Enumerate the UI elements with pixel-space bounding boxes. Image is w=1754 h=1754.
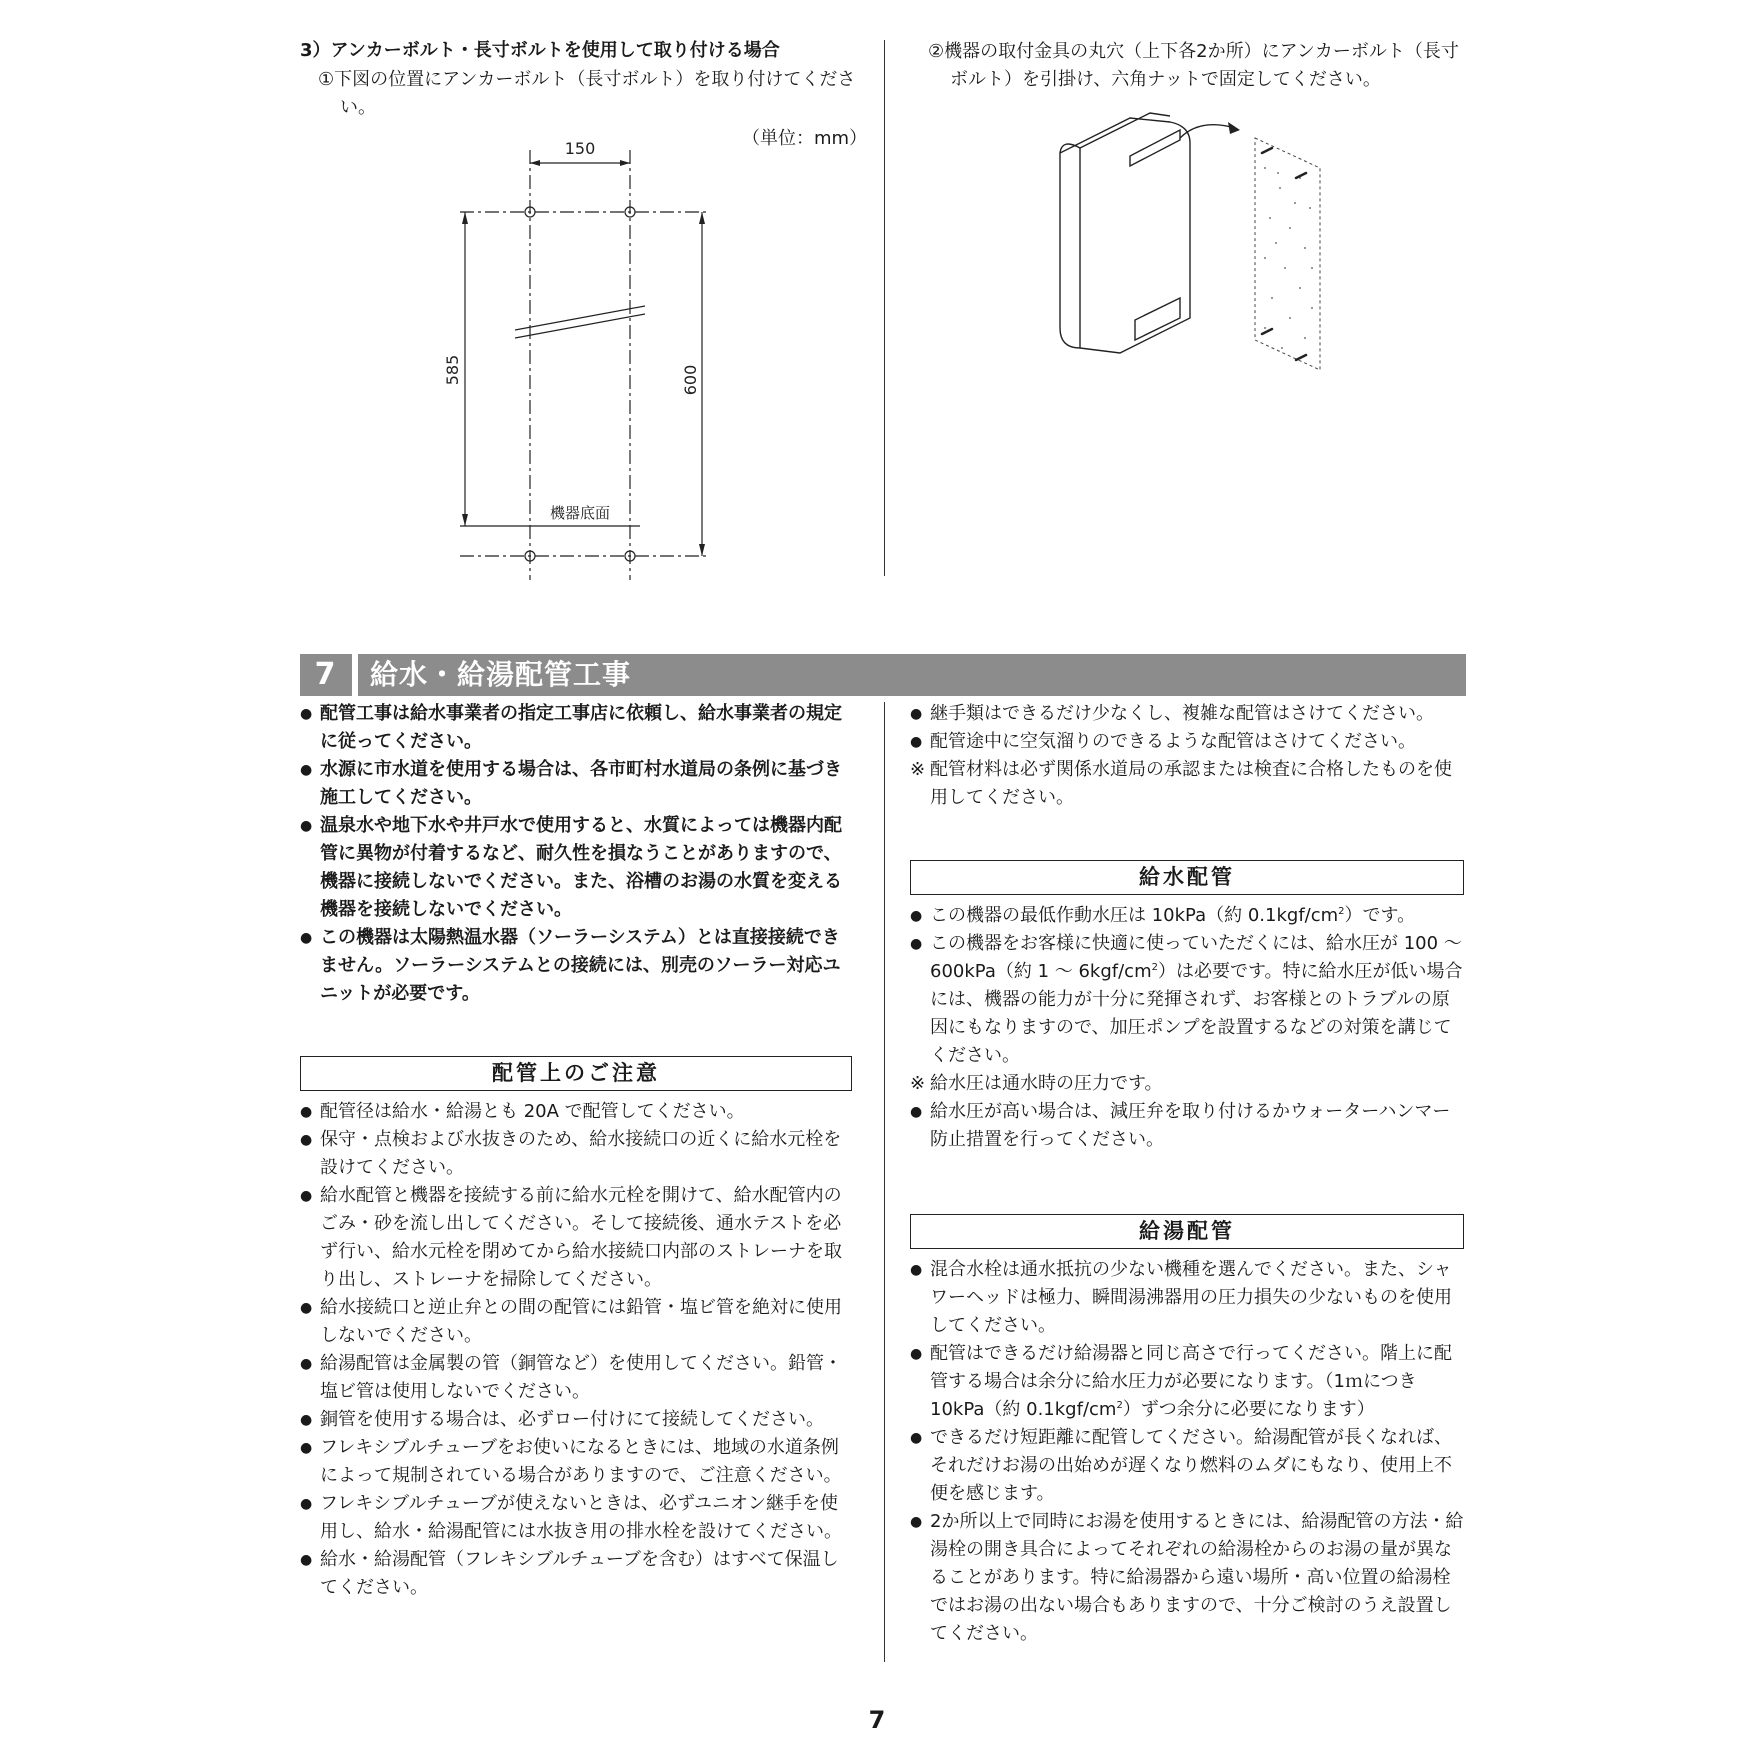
list-item: ● 配管途中に空気溜りのできるような配管はさけてください。 (910, 728, 1466, 756)
list-item: ● 給水配管と機器を接続する前に給水元栓を開けて、給水配管内のごみ・砂を流し出してください。そして接続後、通水テストを必ず行い、給水元栓を閉めてから給水接続口内部のストレーナを取り出し、ストレーナを掃除してください。 (300, 1182, 852, 1294)
list-item (910, 1340, 1466, 1424)
list-item: ● 給水・給湯配管（フレキシブルチューブを含む）はすべて保温してください。 (300, 1546, 852, 1602)
list-item (910, 930, 1466, 1070)
note-text: 配管材料は必ず関係水道局の承認または検査に合格したものを使用してください。 (930, 759, 1452, 808)
water-supply-list (910, 902, 1466, 1154)
superscript: 2 (1338, 906, 1345, 917)
page-number: 7 (868, 1706, 886, 1734)
subsection-heading: 3）アンカーボルト・長寸ボルトを使用して取り付ける場合 (300, 40, 780, 61)
water-supply-title: 給水配管 (910, 860, 1464, 895)
list-item: ● 給湯配管は金属製の管（銅管など）を使用してください。鉛管・塩ビ管は使用しないでください。 (300, 1350, 852, 1406)
note-text: 給水圧は通水時の圧力です。 (930, 1073, 1163, 1094)
dim-right-label: 600 (681, 364, 700, 396)
list-item: ● 混合水栓は通水抵抗の少ない機種を選んでください。また、シャワーヘッドは極力、瞬間湯沸器用の圧力損失の少ないものを使用してください。 (910, 1256, 1466, 1340)
anchor-bolt (1296, 355, 1306, 360)
arrow-head (1228, 122, 1240, 134)
list-item: ● 配管工事は給水事業者の指定工事店に依頼し、給水事業者の規定に従ってください。 (300, 700, 852, 756)
anchor-bolt (1296, 173, 1306, 178)
list-item: ● フレキシブルチューブをお使いになるときには、地域の水道条例によって規制されている場合がありますので、ご注意ください。 (300, 1434, 852, 1490)
list-item: ● できるだけ短距離に配管してください。給湯配管が長くなれば、それだけお湯の出始めが遅くなり燃料のムダにもなり、使用上不便を感じます。 (910, 1424, 1466, 1508)
section-separator (352, 654, 358, 696)
note-mark: ※ (910, 1073, 926, 1094)
anchor-bolt (1262, 148, 1272, 153)
hot-water-title: 給湯配管 (910, 1214, 1464, 1249)
list-item: ● 保守・点検および水抜きのため、給水接続口の近くに給水元栓を設けてください。 (300, 1126, 852, 1182)
list-item: ● 水源に市水道を使用する場合は、各市町村水道局の条例に基づき施工してください。 (300, 756, 852, 812)
list-item: ● 継手類はできるだけ少なくし、複雑な配管はさけてください。 (910, 700, 1466, 728)
text: この機器の最低作動水圧は 10kPa（約 0.1kgf/cm (930, 905, 1339, 926)
list-item: ● フレキシブルチューブが使えないときは、必ずユニオン継手を使用し、給水・給湯配管には水抜き用の排水栓を設けてください。 (300, 1490, 852, 1546)
base-label: 機器底面 (549, 504, 611, 522)
list-item: ● 給水接続口と逆止弁との間の配管には鉛管・塩ビ管を絶対に使用しないでください。 (300, 1294, 852, 1350)
wall-panel (1255, 138, 1320, 370)
piping-notes-title: 配管上のご注意 (300, 1056, 852, 1091)
list-item: ● 温泉水や地下水や井戸水で使用すると、水質によっては機器内配管に異物が付着するなど、耐久性を損なうことがありますので、機器に接続しないでください。また、浴槽のお湯の水質を変える機器を接続しないでください。 (300, 812, 852, 924)
step2-text: ②機器の取付金具の丸穴（上下各2か所）にアンカーボルト（長寸ボルト）を引掛け、六角ナットで固定してください。 (928, 41, 1459, 90)
note-mark: ※ (910, 759, 926, 780)
step1-text: ①下図の位置にアンカーボルト（長寸ボルト）を取り付けてください。 (318, 69, 856, 118)
piping-general-list (910, 700, 1466, 812)
list-item: ● この機器は太陽熱温水器（ソーラーシステム）とは直接接続できません。ソーラーシステムとの接続には、別売のソーラー対応ユニットが必要です。 (300, 924, 852, 1008)
note-item (910, 1070, 1466, 1098)
list-item: ● 給水圧が高い場合は、減圧弁を取り付けるかウォーターハンマー防止措置を行ってください。 (910, 1098, 1466, 1154)
text: ）ずつ余分に必要になります） (1122, 1399, 1375, 1420)
note-item (910, 756, 1466, 812)
piping-notes-list (300, 1098, 852, 1602)
text: ）です。 (1344, 905, 1416, 926)
anchor-bolt-diagram (440, 140, 720, 580)
section-title: 給水・給湯配管工事 (370, 658, 632, 691)
important-notes-list (300, 700, 852, 1008)
text: ）は必要です。特に給水圧が低い場合には、機器の能力が十分に発揮されず、お客様とのトラブルの原因にもなりますので、加圧ポンプを設置するなどの対策を講じてください。 (930, 961, 1463, 1066)
list-item (910, 902, 1466, 930)
list-item: ● 配管径は給水・給湯とも 20A で配管してください。 (300, 1098, 852, 1126)
unit-label: （単位：mm） (742, 128, 868, 149)
column-divider (884, 702, 885, 1662)
superscript: 2 (1116, 1400, 1123, 1411)
text: 配管はできるだけ給湯器と同じ高さで行ってください。階上に配管する場合は余分に給水圧力が必要になります。（1ｍにつき 10kPa（約 0.1kgf/cm (930, 1343, 1452, 1420)
column-divider (884, 40, 885, 576)
list-item: ● 2か所以上で同時にお湯を使用するときには、給湯配管の方法・給湯栓の開き具合によってそれぞれの給湯栓からのお湯の量が異なることがあります。特に給湯器から遠い場所・高い位置の給湯栓ではお湯の出ない場合もありますので、十分ご検討のうえ設置してください。 (910, 1508, 1466, 1648)
dim-width-label: 150 (564, 140, 596, 158)
dim-left-label: 585 (443, 354, 462, 386)
superscript: 2 (1151, 962, 1158, 973)
unit-mounting-illustration (1050, 108, 1330, 378)
text: この機器をお客様に快適に使っていただくには、給水圧が 100 ～ 600kPa（約 1 ～ 6kgf/cm (930, 933, 1462, 982)
section-number: 7 (314, 657, 336, 692)
anchor-bolt (1262, 329, 1272, 334)
list-item: ● 銅管を使用する場合は、必ずロー付けにて接続してください。 (300, 1406, 852, 1434)
hot-water-list (910, 1256, 1466, 1648)
